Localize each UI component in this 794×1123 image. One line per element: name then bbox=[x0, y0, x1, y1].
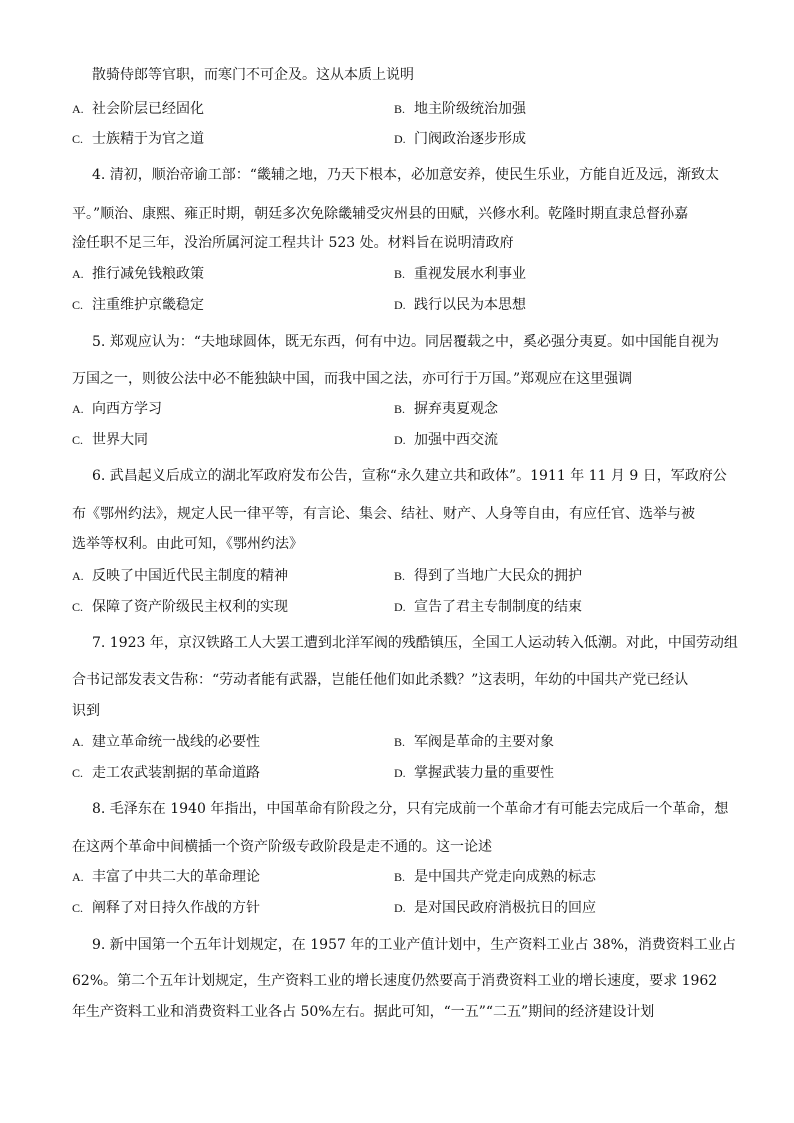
option-text: 门阀政治逐步形成 bbox=[414, 131, 526, 147]
q4-option-b[interactable] bbox=[394, 265, 526, 283]
q6-option-c[interactable] bbox=[72, 598, 288, 616]
option-letter: C. bbox=[72, 600, 84, 614]
option-text: 是中国共产党走向成熟的标志 bbox=[414, 869, 596, 885]
option-letter: D. bbox=[394, 901, 406, 915]
q6-option-a[interactable] bbox=[72, 567, 288, 585]
option-text: 社会阶层已经固化 bbox=[92, 101, 204, 117]
option-letter: B. bbox=[394, 267, 406, 281]
q9-stem-line-2: 62%。第二个五年计划规定，生产资料工业的增长速度仍然要高于消费资料工业的增长速度，要求 1962 bbox=[72, 973, 718, 989]
option-text: 丰富了中共二大的革命理论 bbox=[92, 869, 260, 885]
q6-stem-line-3: 选举等权利。由此可知，《鄂州约法》 bbox=[72, 536, 303, 552]
q6-option-b[interactable] bbox=[394, 567, 582, 585]
q4-option-a[interactable] bbox=[72, 265, 204, 283]
option-letter: B. bbox=[394, 402, 406, 416]
option-text: 加强中西交流 bbox=[414, 432, 498, 448]
option-text: 地主阶级统治加强 bbox=[414, 101, 526, 117]
q3-option-d[interactable] bbox=[394, 130, 526, 148]
q8-stem-line-1: 8. 毛泽东在 1940 年指出，中国革命有阶段之分，只有完成前一个革命才有可能去完成后一个革命，想 bbox=[92, 801, 729, 817]
q5-option-c[interactable] bbox=[72, 431, 148, 449]
option-text: 反映了中国近代民主制度的精神 bbox=[92, 568, 288, 584]
q5-option-a[interactable] bbox=[72, 400, 162, 418]
q4-option-d[interactable] bbox=[394, 296, 526, 314]
q3-option-a[interactable] bbox=[72, 100, 204, 118]
option-letter: A. bbox=[72, 870, 84, 884]
option-text: 摒弃夷夏观念 bbox=[414, 401, 498, 417]
option-letter: A. bbox=[72, 102, 84, 116]
q4-stem-line-2: 平。”顺治、康熙、雍正时期，朝廷多次免除畿辅受灾州县的田赋，兴修水利。乾隆时期直隶总督孙嘉 bbox=[72, 206, 689, 222]
q9-stem-line-3: 年生产资料工业和消费资料工业各占 50%左右。据此可知，“一五”“二五”期间的经济建设计划 bbox=[72, 1004, 655, 1020]
q3-option-b[interactable] bbox=[394, 100, 526, 118]
q4-stem-line-1: 4. 清初，顺治帝谕工部：“畿辅之地，乃天下根本，必加意安养，使民生乐业，方能自近及远，渐致太 bbox=[92, 167, 719, 183]
option-letter: C. bbox=[72, 298, 84, 312]
option-letter: B. bbox=[394, 569, 406, 583]
option-letter: A. bbox=[72, 402, 84, 416]
q6-option-d[interactable] bbox=[394, 598, 582, 616]
q6-stem-line-1: 6. 武昌起义后成立的湖北军政府发布公告，宣称“永久建立共和政体”。1911 年 11 月 9 日，军政府公 bbox=[92, 468, 727, 484]
q8-stem-line-2: 在这两个革命中间横插一个资产阶级专政阶段是走不通的。这一论述 bbox=[72, 839, 492, 855]
option-letter: D. bbox=[394, 766, 406, 780]
option-letter: C. bbox=[72, 132, 84, 146]
option-letter: A. bbox=[72, 569, 84, 583]
option-letter: B. bbox=[394, 102, 406, 116]
option-text: 宣告了君主专制制度的结束 bbox=[414, 599, 582, 615]
q4-stem-line-3: 淦任职不足三年，没治所属河淀工程共计 523 处。材料旨在说明清政府 bbox=[72, 235, 514, 251]
option-letter: A. bbox=[72, 735, 84, 749]
q5-option-b[interactable] bbox=[394, 400, 498, 418]
option-text: 保障了资产阶级民主权利的实现 bbox=[92, 599, 288, 615]
option-text: 世界大同 bbox=[92, 432, 148, 448]
q7-option-c[interactable] bbox=[72, 764, 260, 782]
q3-option-c[interactable] bbox=[72, 130, 204, 148]
q7-stem-line-1: 7. 1923 年，京汉铁路工人大罢工遭到北洋军阀的残酷镇压，全国工人运动转入低潮。对此，中国劳动组 bbox=[92, 635, 738, 651]
q7-option-a[interactable] bbox=[72, 733, 260, 751]
option-letter: C. bbox=[72, 766, 84, 780]
option-letter: C. bbox=[72, 433, 84, 447]
option-letter: C. bbox=[72, 901, 84, 915]
option-letter: D. bbox=[394, 600, 406, 614]
q9-stem-line-1: 9. 新中国第一个五年计划规定，在 1957 年的工业产值计划中，生产资料工业占 38%，消费资料工业占 bbox=[92, 937, 736, 953]
option-text: 走工农武装割据的革命道路 bbox=[92, 765, 260, 781]
q5-stem-line-2: 万国之一，则彼公法中必不能独缺中国，而我中国之法，亦可行于万国。”郑观应在这里强调 bbox=[72, 371, 633, 387]
option-text: 推行减免钱粮政策 bbox=[92, 266, 204, 282]
option-text: 士族精于为官之道 bbox=[92, 131, 204, 147]
q8-option-d[interactable] bbox=[394, 899, 596, 917]
option-text: 是对国民政府消极抗日的回应 bbox=[414, 900, 596, 916]
option-letter: A. bbox=[72, 267, 84, 281]
q8-option-c[interactable] bbox=[72, 899, 260, 917]
q5-stem-line-1: 5. 郑观应认为：“夫地球圆体，既无东西，何有中边。同居覆载之中，奚必强分夷夏。如中国能自视为 bbox=[92, 334, 719, 350]
option-letter: B. bbox=[394, 870, 406, 884]
q7-option-b[interactable] bbox=[394, 733, 554, 751]
option-letter: D. bbox=[394, 132, 406, 146]
option-text: 阐释了对日持久作战的方针 bbox=[92, 900, 260, 916]
q3-stem-continuation: 散骑侍郎等官职，而寒门不可企及。这从本质上说明 bbox=[92, 67, 414, 83]
option-letter: B. bbox=[394, 735, 406, 749]
option-text: 重视发展水利事业 bbox=[414, 266, 526, 282]
q8-option-a[interactable] bbox=[72, 868, 260, 886]
option-text: 践行以民为本思想 bbox=[414, 297, 526, 313]
option-text: 军阀是革命的主要对象 bbox=[414, 734, 554, 750]
option-text: 建立革命统一战线的必要性 bbox=[92, 734, 260, 750]
option-text: 向西方学习 bbox=[92, 401, 162, 417]
q7-stem-line-2: 合书记部发表文告称：“劳动者能有武器，岂能任他们如此杀戮？”这表明，年幼的中国共产党已经认 bbox=[72, 672, 689, 688]
option-letter: D. bbox=[394, 298, 406, 312]
q7-option-d[interactable] bbox=[394, 764, 554, 782]
q7-stem-line-3: 识到 bbox=[72, 703, 100, 719]
option-text: 得到了当地广大民众的拥护 bbox=[414, 568, 582, 584]
option-letter: D. bbox=[394, 433, 406, 447]
option-text: 掌握武装力量的重要性 bbox=[414, 765, 554, 781]
q5-option-d[interactable] bbox=[394, 431, 498, 449]
option-text: 注重维护京畿稳定 bbox=[92, 297, 204, 313]
q6-stem-line-2: 布《鄂州约法》，规定人民一律平等，有言论、集会、结社、财产、人身等自由，有应任官、选举与被 bbox=[72, 506, 695, 522]
q4-option-c[interactable] bbox=[72, 296, 204, 314]
q8-option-b[interactable] bbox=[394, 868, 596, 886]
